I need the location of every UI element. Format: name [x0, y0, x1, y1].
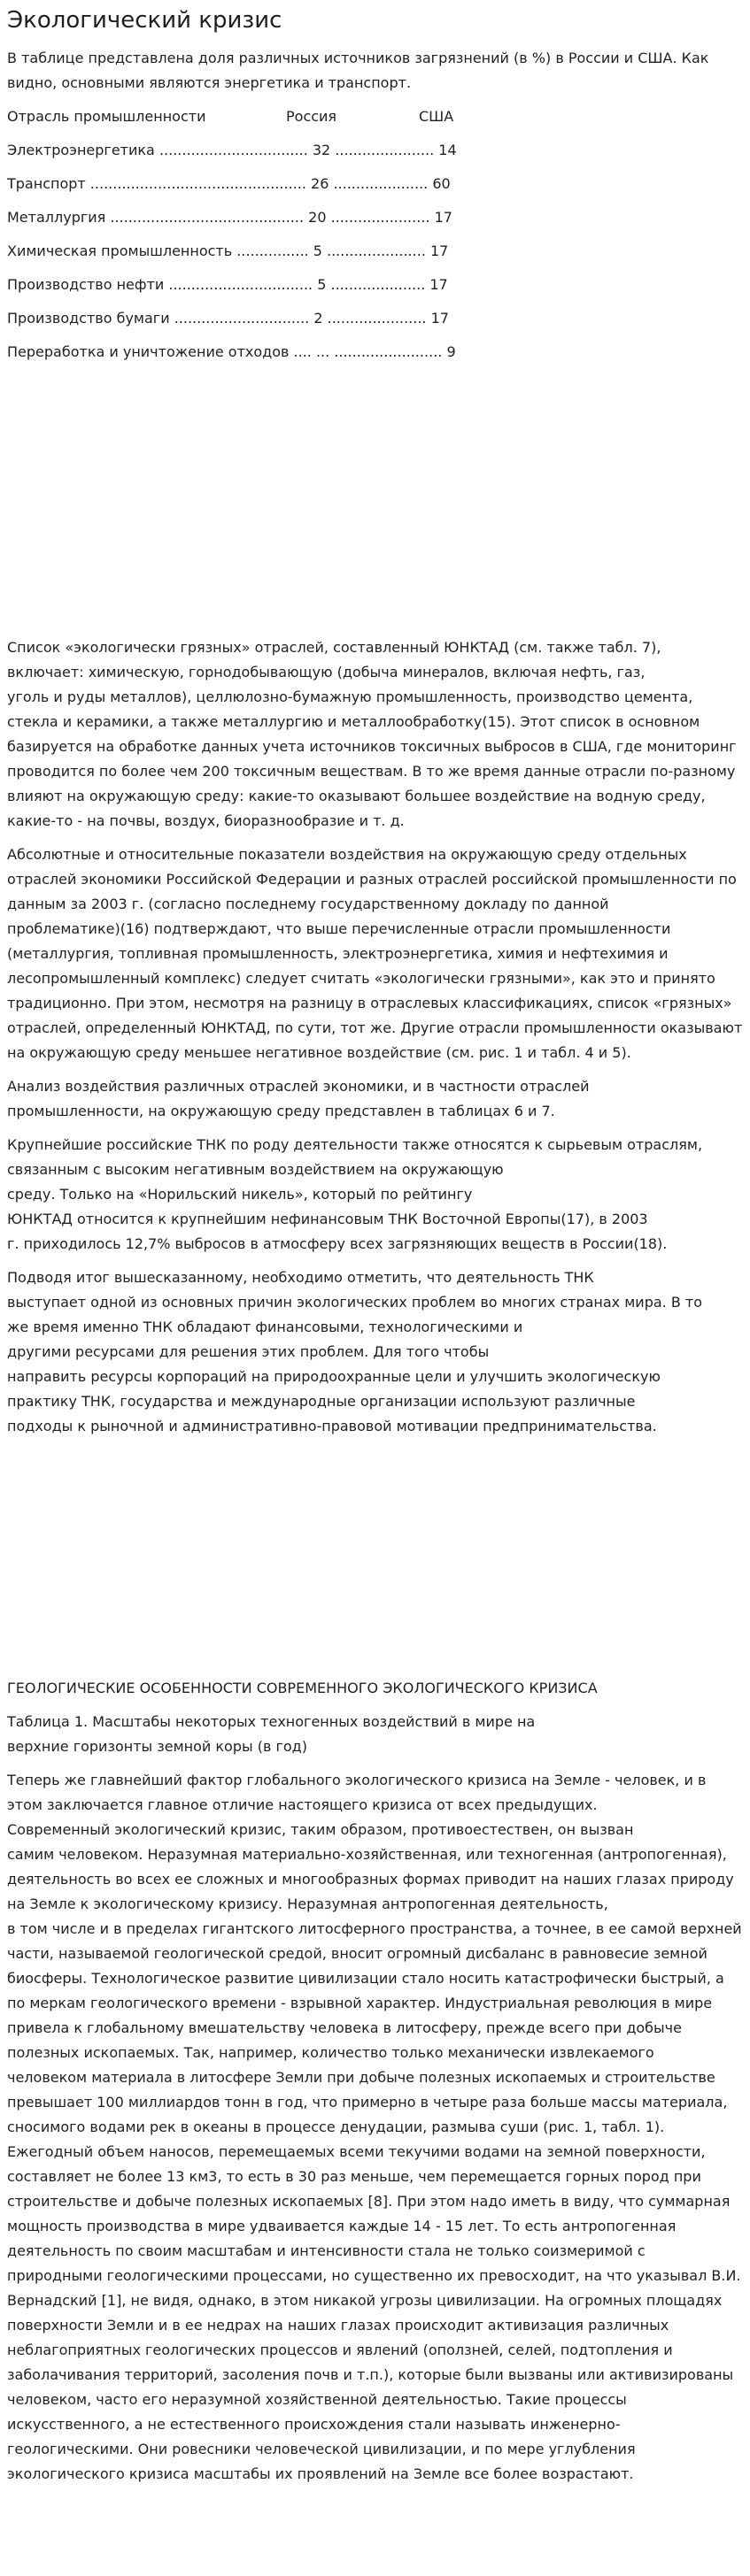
- paragraph-russian-indicators: Абсолютные и относительные показатели воздействия на окружающую среду отдельных отраслей экономики Российской Федерации и разных отраслей российской промышленности по данным за 2003 г. (согласно последнему государственному докладу по данной проблематике)(16) подтверждают, что выше перечисленные отрасли промышленности (металлургия, топливная промышленность, электроэнергетика, химия и нефтехимия и лесопромышленный комплекс) следует считать «экологически грязными», как это и принято традиционно. При этом, несмотря на разницу в отраслевых классификациях, список «грязных» отраслей, определенный ЮНКТАД, по сути, тот же. Другие отрасли промышленности оказывают на окружающую среду меньшее негативное воздействие (см. рис. 1 и табл. 4 и 5).: [7, 846, 743, 1061]
- paragraph-russian-tnc: Крупнейшие российские ТНК по роду деятельности также относятся к сырьевым отраслям, связанным с высоким негативным воздействием на окружающую среду. Только на «Норильский никель», который по рейтингу ЮНКТАД относится к крупнейшим нефинансовым ТНК Восточной Европы(17), в 2003 г. приходилось 12,7% выбросов в атмосферу всех загрязняющих веществ в России(18).: [7, 1136, 703, 1252]
- blank-space: [7, 1448, 743, 1676]
- paragraph-analysis: Анализ воздействия различных отраслей экономики, и в частности отраслей промышленности, на окружающую среду представлен в таблицах 6 и 7.: [7, 1078, 590, 1119]
- table-row: Переработка и уничтожение отходов .... ... ........................ 9: [7, 343, 456, 360]
- document-page: [7, 7, 743, 2495]
- table1-caption: Таблица 1. Масштабы некоторых техногенных воздействий в мире на верхние горизонты земной коры (в год): [7, 1713, 536, 1755]
- table-row: Производство нефти ................................ 5 ..................... 17: [7, 276, 448, 293]
- blank-space: [7, 373, 743, 635]
- table-row: Транспорт ................................................ 26 ..................... 60: [7, 175, 451, 192]
- paragraph-summary: Подводя итог вышесказанному, необходимо отметить, что деятельность ТНК выступает одной из основных причин экологических проблем во многих странах мира. В то же время именно ТНК обладают финансовыми, технологическими и другими ресурсами для решения этих проблем. Для того чтобы направить ресурсы корпораций на природоохранные цели и улучшить экологическую практику ТНК, государства и международные организации используют различные подходы к рыночной и административно-правовой мотивации предпринимательства.: [7, 1269, 702, 1434]
- pollution-table: [7, 138, 743, 365]
- table-row: Химическая промышленность ................ 5 ...................... 17: [7, 242, 449, 259]
- header-russia: Россия: [286, 108, 337, 125]
- header-usa: США: [419, 108, 454, 125]
- table-row: Электроэнергетика ................................. 32 ...................... 14: [7, 142, 457, 158]
- section-heading: ГЕОЛОГИЧЕСКИЕ ОСОБЕННОСТИ СОВРЕМЕННОГО ЭКОЛОГИЧЕСКОГО КРИЗИСА: [7, 1680, 598, 1696]
- page-title: Экологический кризис: [7, 7, 282, 34]
- table-row: Металлургия ........................................... 20 ...................... 17: [7, 209, 452, 226]
- paragraph-dirty-industries: Список «экологически грязных» отраслей, составленный ЮНКТАД (см. также табл. 7), включает: химическую, горнодобывающую (добыча минералов, включая нефть, газ, уголь и руды металлов), целлюлозно-бумажную промышленность, производство цемента, стекла и керамики, а также металлургию и металлообработку(15). Этот список в основном базируется на обработке данных учета источников токсичных выбросов в США, где мониторинг проводится по более чем 200 токсичным веществам. В то же время данные отрасли по-разному влияют на окружающую среду: какие-то оказывают большее воздействие на водную среду, какие-то - на почвы, воздух, биоразнообразие и т. д.: [7, 639, 737, 829]
- paragraph-geology: Теперь же главнейший фактор глобального экологического кризиса на Земле - человек, и в этом заключается главное отличие настоящего кризиса от всех предыдущих. Современный экологический кризис, таким образом, противоестествен, он вызван самим человеком. Неразумная материально-хозяйственная, или техногенная (антропогенная), деятельность во всех ее сложных и многообразных формах приводит на наших глазах природу на Земле к экологическому кризису. Неразумная антропогенная деятельность, в том числе и в пределах гигантского литосферного пространства, а точнее, в ее самой верхней части, называемой геологической средой, вносит огромный дисбаланс в равновесие земной биосферы. Технологическое развитие цивилизации стало носить катастрофически быстрый, а по меркам геологического времени - взрывной характер. Индустриальная революция в мире привела к глобальному вмешательству человека в литосферу, прежде всего при добыче полезных ископаемых. Так, например, количество только механически извлекаемого человеком материала в литосфере Земли при добыче полезных ископаемых и строительстве превышает 100 миллиардов тонн в год, что примерно в четыре раза больше массы материала, сносимого водами рек в океаны в процессе денудации, размыва суши (рис. 1, табл. 1). Ежегодный объем наносов, перемещаемых всеми текучими водами на земной поверхности, составляет не более 13 км3, то есть в 30 раз меньше, чем перемещается горных пород при строительстве и добыче полезных ископаемых [8]. При этом надо иметь в виду, что суммарная мощность производства в мире удваивается каждые 14 - 15 лет. То есть антропогенная деятельность по своим масштабам и интенсивности стала не только соизмеримой с природными геологическими процессами, но существенно их превосходит, на что указывал В.И. Вернадский [1], не видя, однако, в этом никакой угрозы цивилизации. На огромных площадях поверхности Земли и в ее недрах на наших глазах происходит активизация различных неблагоприятных геологических процессов и явлений (оползней, селей, подтопления и заболачивания территорий, засоления почв и т.п.), которые были вызваны или активизированы человеком, часто его неразумной хозяйственной деятельностью. Такие процессы искусственного, а не естественного происхождения стали называть инженерно- геологическими. Они ровесники человеческой цивилизации, и по мере углубления экологического кризиса масштабы их проявлений на Земле все более возрастают.: [7, 1772, 742, 2482]
- header-sector: Отрасль промышленности: [7, 108, 206, 125]
- table-row: Производство бумаги .............................. 2 ...................... 17: [7, 310, 449, 327]
- pollution-table-header: [7, 104, 743, 129]
- intro-paragraph: В таблице представлена доля различных источников загрязнений (в %) в России и США. Как видно, основными являются энергетика и транспорт.: [7, 50, 709, 91]
